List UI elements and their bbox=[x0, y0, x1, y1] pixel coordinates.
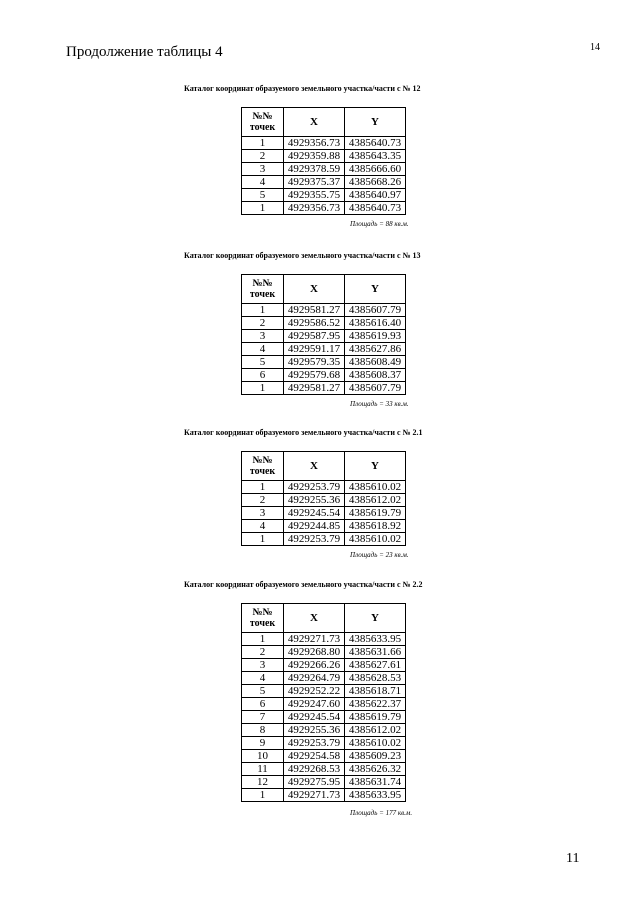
area-note: Площадь = 23 кв.м. bbox=[350, 551, 409, 559]
coordinates-table bbox=[241, 603, 406, 802]
x-coordinate-cell: 4929579.35 bbox=[284, 356, 345, 369]
table-row bbox=[242, 481, 406, 494]
x-coordinate-cell: 4929581.27 bbox=[284, 304, 345, 317]
x-coordinate-cell: 4929252.22 bbox=[284, 685, 345, 698]
point-number-cell: 2 bbox=[242, 646, 284, 659]
x-coordinate-cell: 4929264.79 bbox=[284, 672, 345, 685]
point-number-cell: 10 bbox=[242, 750, 284, 763]
y-coordinate-cell: 4385668.26 bbox=[345, 176, 406, 189]
table-row bbox=[242, 789, 406, 802]
x-coordinate-cell: 4929245.54 bbox=[284, 711, 345, 724]
point-number-cell: 1 bbox=[242, 304, 284, 317]
x-coordinate-cell: 4929253.79 bbox=[284, 737, 345, 750]
point-number-cell: 3 bbox=[242, 330, 284, 343]
x-coordinate-cell: 4929271.73 bbox=[284, 789, 345, 802]
x-coordinate-cell: 4929356.73 bbox=[284, 137, 345, 150]
point-number-cell: 7 bbox=[242, 711, 284, 724]
table-row bbox=[242, 507, 406, 520]
y-coordinate-cell: 4385610.02 bbox=[345, 481, 406, 494]
header-point-number: №№ точек bbox=[242, 108, 284, 137]
table-row bbox=[242, 494, 406, 507]
y-coordinate-cell: 4385607.79 bbox=[345, 304, 406, 317]
catalog-caption: Каталог координат образуемого земельного участка/части с № 2.1 bbox=[184, 428, 423, 437]
header-point-number: №№ точек bbox=[242, 604, 284, 633]
area-note: Площадь = 88 кв.м. bbox=[350, 220, 409, 229]
coordinates-table bbox=[241, 107, 406, 215]
table-row bbox=[242, 202, 406, 215]
y-coordinate-cell: 4385619.93 bbox=[345, 330, 406, 343]
y-coordinate-cell: 4385612.02 bbox=[345, 494, 406, 507]
table-row bbox=[242, 711, 406, 724]
point-number-cell: 2 bbox=[242, 150, 284, 163]
x-coordinate-cell: 4929355.75 bbox=[284, 189, 345, 202]
table-row bbox=[242, 724, 406, 737]
y-coordinate-cell: 4385622.37 bbox=[345, 698, 406, 711]
point-number-cell: 5 bbox=[242, 189, 284, 202]
page-number-top: 14 bbox=[590, 42, 600, 53]
y-coordinate-cell: 4385607.79 bbox=[345, 382, 406, 395]
y-coordinate-cell: 4385666.60 bbox=[345, 163, 406, 176]
table-row bbox=[242, 189, 406, 202]
x-coordinate-cell: 4929586.52 bbox=[284, 317, 345, 330]
x-coordinate-cell: 4929247.60 bbox=[284, 698, 345, 711]
table-row bbox=[242, 659, 406, 672]
x-coordinate-cell: 4929378.59 bbox=[284, 163, 345, 176]
header-y: Y bbox=[345, 604, 406, 633]
point-number-cell: 6 bbox=[242, 369, 284, 382]
point-number-cell: 3 bbox=[242, 507, 284, 520]
point-number-cell: 4 bbox=[242, 520, 284, 533]
point-number-cell: 12 bbox=[242, 776, 284, 789]
x-coordinate-cell: 4929591.17 bbox=[284, 343, 345, 356]
table-row bbox=[242, 150, 406, 163]
header-y: Y bbox=[345, 452, 406, 481]
table-header-row bbox=[242, 604, 406, 633]
table-row bbox=[242, 343, 406, 356]
point-number-cell: 1 bbox=[242, 202, 284, 215]
table-row bbox=[242, 356, 406, 369]
table-row bbox=[242, 369, 406, 382]
y-coordinate-cell: 4385616.40 bbox=[345, 317, 406, 330]
y-coordinate-cell: 4385608.49 bbox=[345, 356, 406, 369]
y-coordinate-cell: 4385618.71 bbox=[345, 685, 406, 698]
y-coordinate-cell: 4385619.79 bbox=[345, 711, 406, 724]
table-row bbox=[242, 163, 406, 176]
y-coordinate-cell: 4385631.74 bbox=[345, 776, 406, 789]
point-number-cell: 11 bbox=[242, 763, 284, 776]
y-coordinate-cell: 4385627.61 bbox=[345, 659, 406, 672]
table-row bbox=[242, 750, 406, 763]
table-header-row bbox=[242, 452, 406, 481]
page-title: Продолжение таблицы 4 bbox=[66, 44, 223, 60]
x-coordinate-cell: 4929266.26 bbox=[284, 659, 345, 672]
table-row bbox=[242, 776, 406, 789]
y-coordinate-cell: 4385633.95 bbox=[345, 633, 406, 646]
table-row bbox=[242, 304, 406, 317]
table-row bbox=[242, 672, 406, 685]
y-coordinate-cell: 4385631.66 bbox=[345, 646, 406, 659]
y-coordinate-cell: 4385640.97 bbox=[345, 189, 406, 202]
x-coordinate-cell: 4929253.79 bbox=[284, 481, 345, 494]
point-number-cell: 1 bbox=[242, 137, 284, 150]
header-point-number: №№ точек bbox=[242, 452, 284, 481]
catalog-caption: Каталог координат образуемого земельного участка/части с № 13 bbox=[184, 251, 421, 260]
point-number-cell: 1 bbox=[242, 382, 284, 395]
point-number-cell: 8 bbox=[242, 724, 284, 737]
y-coordinate-cell: 4385618.92 bbox=[345, 520, 406, 533]
point-number-cell: 2 bbox=[242, 494, 284, 507]
table-row bbox=[242, 737, 406, 750]
catalog-caption: Каталог координат образуемого земельного участка/части с № 12 bbox=[184, 84, 421, 93]
y-coordinate-cell: 4385640.73 bbox=[345, 202, 406, 215]
x-coordinate-cell: 4929271.73 bbox=[284, 633, 345, 646]
catalog-caption: Каталог координат образуемого земельного участка/части с № 2.2 bbox=[184, 580, 423, 589]
point-number-cell: 5 bbox=[242, 685, 284, 698]
header-x: X bbox=[284, 604, 345, 633]
table-row bbox=[242, 317, 406, 330]
header-point-number: №№ точек bbox=[242, 275, 284, 304]
y-coordinate-cell: 4385643.35 bbox=[345, 150, 406, 163]
point-number-cell: 1 bbox=[242, 533, 284, 546]
x-coordinate-cell: 4929255.36 bbox=[284, 494, 345, 507]
y-coordinate-cell: 4385610.02 bbox=[345, 533, 406, 546]
area-note: Площадь = 33 кв.м. bbox=[350, 400, 409, 409]
table-row bbox=[242, 646, 406, 659]
x-coordinate-cell: 4929268.80 bbox=[284, 646, 345, 659]
point-number-cell: 3 bbox=[242, 163, 284, 176]
header-x: X bbox=[284, 108, 345, 137]
point-number-cell: 5 bbox=[242, 356, 284, 369]
table-header-row bbox=[242, 108, 406, 137]
x-coordinate-cell: 4929375.37 bbox=[284, 176, 345, 189]
point-number-cell: 4 bbox=[242, 343, 284, 356]
y-coordinate-cell: 4385628.53 bbox=[345, 672, 406, 685]
x-coordinate-cell: 4929255.36 bbox=[284, 724, 345, 737]
table-row bbox=[242, 685, 406, 698]
x-coordinate-cell: 4929579.68 bbox=[284, 369, 345, 382]
table-row bbox=[242, 330, 406, 343]
x-coordinate-cell: 4929253.79 bbox=[284, 533, 345, 546]
point-number-cell: 1 bbox=[242, 789, 284, 802]
header-y: Y bbox=[345, 275, 406, 304]
table-row bbox=[242, 382, 406, 395]
x-coordinate-cell: 4929581.27 bbox=[284, 382, 345, 395]
x-coordinate-cell: 4929587.95 bbox=[284, 330, 345, 343]
table-row bbox=[242, 533, 406, 546]
y-coordinate-cell: 4385627.86 bbox=[345, 343, 406, 356]
table-row bbox=[242, 763, 406, 776]
y-coordinate-cell: 4385633.95 bbox=[345, 789, 406, 802]
point-number-cell: 1 bbox=[242, 481, 284, 494]
point-number-cell: 4 bbox=[242, 672, 284, 685]
header-x: X bbox=[284, 452, 345, 481]
coordinates-table bbox=[241, 451, 406, 546]
x-coordinate-cell: 4929268.53 bbox=[284, 763, 345, 776]
header-y: Y bbox=[345, 108, 406, 137]
x-coordinate-cell: 4929254.58 bbox=[284, 750, 345, 763]
y-coordinate-cell: 4385619.79 bbox=[345, 507, 406, 520]
x-coordinate-cell: 4929244.85 bbox=[284, 520, 345, 533]
point-number-cell: 6 bbox=[242, 698, 284, 711]
y-coordinate-cell: 4385612.02 bbox=[345, 724, 406, 737]
x-coordinate-cell: 4929245.54 bbox=[284, 507, 345, 520]
point-number-cell: 2 bbox=[242, 317, 284, 330]
table-row bbox=[242, 520, 406, 533]
header-x: X bbox=[284, 275, 345, 304]
point-number-cell: 3 bbox=[242, 659, 284, 672]
table-row bbox=[242, 176, 406, 189]
table-header-row bbox=[242, 275, 406, 304]
table-row bbox=[242, 698, 406, 711]
y-coordinate-cell: 4385610.02 bbox=[345, 737, 406, 750]
x-coordinate-cell: 4929359.88 bbox=[284, 150, 345, 163]
y-coordinate-cell: 4385640.73 bbox=[345, 137, 406, 150]
point-number-cell: 1 bbox=[242, 633, 284, 646]
point-number-cell: 4 bbox=[242, 176, 284, 189]
x-coordinate-cell: 4929275.95 bbox=[284, 776, 345, 789]
table-row bbox=[242, 633, 406, 646]
y-coordinate-cell: 4385608.37 bbox=[345, 369, 406, 382]
area-note: Площадь = 177 кв.м. bbox=[350, 808, 413, 817]
point-number-cell: 9 bbox=[242, 737, 284, 750]
y-coordinate-cell: 4385609.23 bbox=[345, 750, 406, 763]
coordinates-table bbox=[241, 274, 406, 395]
page-number-bottom: 11 bbox=[566, 851, 580, 866]
x-coordinate-cell: 4929356.73 bbox=[284, 202, 345, 215]
table-row bbox=[242, 137, 406, 150]
y-coordinate-cell: 4385626.32 bbox=[345, 763, 406, 776]
